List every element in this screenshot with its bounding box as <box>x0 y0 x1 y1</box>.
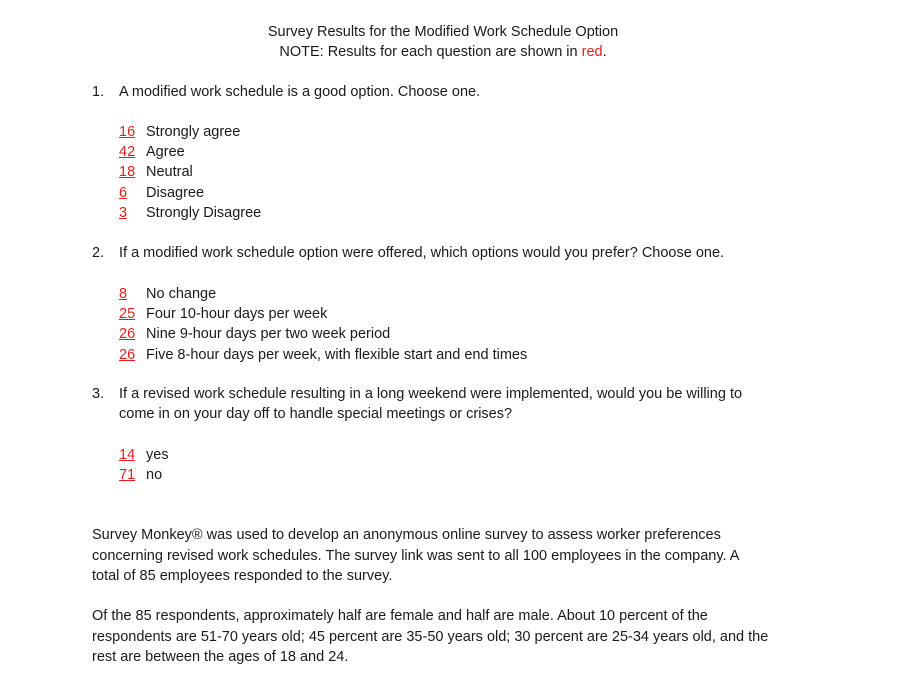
answer-count: 14 <box>119 447 136 463</box>
answer-row <box>119 142 261 162</box>
note-red-word: red <box>581 44 603 60</box>
answer-row <box>119 162 261 182</box>
survey-method-paragraph <box>92 525 812 587</box>
paragraph-line: Of the 85 respondents, approximately half are female and half are male. About 10 percent of the <box>92 608 708 624</box>
answer-label: Five 8-hour days per week, with flexible start and end times <box>146 346 528 363</box>
answer-row <box>119 445 169 465</box>
answer-row <box>119 203 261 223</box>
answer-count: 3 <box>119 204 128 221</box>
answer-label: Nine 9-hour days per two week period <box>146 326 391 343</box>
answer-label: Neutral <box>146 164 193 181</box>
respondents-paragraph <box>92 606 812 668</box>
question-text-line-2: come in on your day off to handle special meetings or crises? <box>119 406 513 422</box>
answer-label: no <box>146 467 163 484</box>
question-text: A modified work schedule is a good option. Choose one. <box>119 84 481 100</box>
answer-label: yes <box>146 447 169 463</box>
question-2-answers <box>119 284 527 365</box>
question-2 <box>92 243 812 263</box>
question-1-answers <box>119 122 261 223</box>
answer-count: 42 <box>119 144 136 161</box>
title-block <box>0 22 886 62</box>
question-number: 1. <box>92 84 105 100</box>
paragraph-line: concerning revised work schedules. The survey link was sent to all 100 employees in the company. A <box>92 547 740 564</box>
question-3 <box>92 384 812 424</box>
answer-count: 25 <box>119 306 136 323</box>
question-3-answers <box>119 445 169 485</box>
answer-count: 26 <box>119 326 136 343</box>
answer-row <box>119 122 261 142</box>
document-title: Survey Results for the Modified Work Schedule Option <box>267 24 619 40</box>
answer-count: 6 <box>119 184 128 201</box>
note-prefix: NOTE: Results for each question are shown in <box>279 44 582 60</box>
answer-count: 26 <box>119 346 136 363</box>
answer-count: 18 <box>119 164 136 181</box>
paragraph-line: respondents are 51-70 years old; 45 percent are 35-50 years old; 30 percent are 25-34 years old, and the <box>92 628 769 645</box>
answer-row <box>119 284 527 304</box>
paragraph-line: Survey Monkey® was used to develop an anonymous online survey to assess worker preferences <box>92 527 721 543</box>
question-1 <box>92 82 812 102</box>
answer-label: Agree <box>146 144 185 161</box>
answer-row <box>119 324 527 344</box>
answer-row <box>119 304 527 324</box>
answer-row <box>119 183 261 203</box>
paragraph-line: total of 85 employees responded to the survey. <box>92 568 393 584</box>
answer-row <box>119 345 527 365</box>
answer-row <box>119 465 169 485</box>
results-note <box>0 42 886 62</box>
question-text: If a modified work schedule option were offered, which options would you prefer? Choose one. <box>119 245 725 261</box>
answer-count: 71 <box>119 467 136 484</box>
answer-label: Four 10-hour days per week <box>146 306 328 323</box>
question-number: 3. <box>92 386 105 402</box>
question-number: 2. <box>92 245 105 261</box>
note-suffix: . <box>602 44 607 60</box>
answer-count: 16 <box>119 124 136 140</box>
paragraph-line: rest are between the ages of 18 and 24. <box>92 649 349 665</box>
answer-label: No change <box>146 286 217 302</box>
answer-label: Disagree <box>146 184 205 201</box>
answer-count: 8 <box>119 286 128 302</box>
answer-label: Strongly Disagree <box>146 204 262 221</box>
answer-label: Strongly agree <box>146 124 241 140</box>
question-text-line-1: If a revised work schedule resulting in a long weekend were implemented, would you be willing to <box>119 386 743 402</box>
